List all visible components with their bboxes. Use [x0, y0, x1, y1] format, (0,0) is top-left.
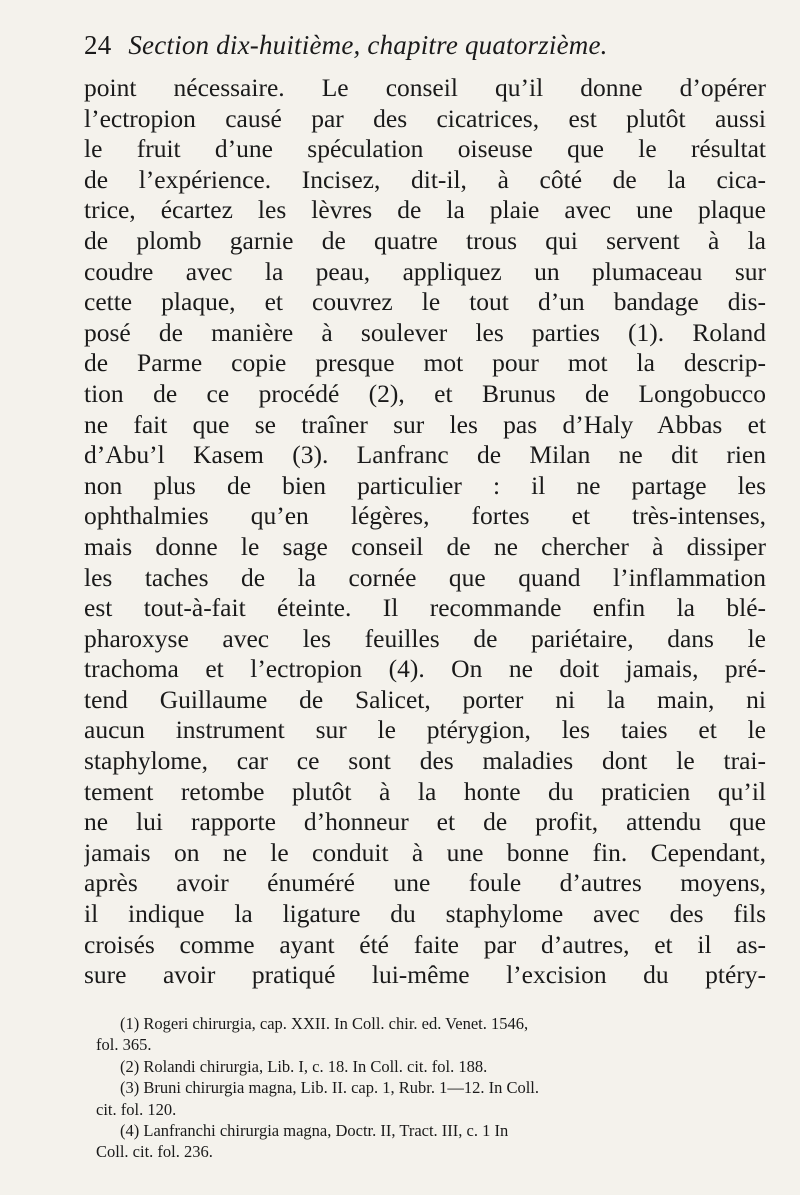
text-line: d’Abu’l Kasem (3). Lanfranc de Milan ne dit rien	[84, 440, 766, 470]
text-line: le fruit d’une spéculation oiseuse que le résultat	[84, 134, 766, 164]
text-line: point nécessaire. Le conseil qu’il donne d’opérer	[84, 73, 766, 102]
text-line: non plus de bien particulier : il ne partage les	[84, 470, 766, 500]
footnote-4: (4) Lanfranchi chirurgia magna, Doctr. II, Tract. III, c. 1 In	[120, 1120, 509, 1140]
running-header	[84, 30, 608, 61]
text-line: après avoir énuméré une foule d’autres moyens,	[84, 868, 766, 898]
text-line: posé de manière à soulever les parties (1). Roland	[84, 317, 766, 347]
footnote-1-continuation: fol. 365.	[96, 1035, 152, 1055]
text-line: l’ectropion causé par des cicatrices, est plutôt aussi	[84, 103, 766, 133]
text-line: il indique la ligature du staphylome avec des fils	[84, 899, 766, 929]
text-line: jamais on ne le conduit à une bonne fin. Cependant,	[84, 837, 766, 867]
text-line: croisés comme ayant été faite par d’autres, et il as-	[84, 929, 766, 959]
text-line: coudre avec la peau, appliquez un plumaceau sur	[84, 256, 766, 286]
text-line: ne lui rapporte d’honneur et de profit, attendu que	[84, 807, 766, 837]
footnote-1: (1) Rogeri chirurgia, cap. XXII. In Coll. chir. ed. Venet. 1546,	[120, 1014, 529, 1033]
text-line: pharoxyse avec les feuilles de pariétaire, dans le	[84, 623, 766, 653]
footnotes	[96, 1013, 766, 1163]
text-line: trice, écartez les lèvres de la plaie avec une plaque	[84, 195, 766, 225]
text-line: trachoma et l’ectropion (4). On ne doit jamais, pré-	[84, 654, 766, 684]
text-line: aucun instrument sur le ptérygion, les taies et le	[84, 715, 766, 745]
footnote-4-continuation: Coll. cit. fol. 236.	[96, 1142, 213, 1162]
text-line: est tout-à-fait éteinte. Il recommande enfin la blé-	[84, 593, 766, 623]
text-line: cette plaque, et couvrez le tout d’un bandage dis-	[84, 287, 766, 317]
footnote-3: (3) Bruni chirurgia magna, Lib. II. cap. 1, Rubr. 1—12. In Coll.	[120, 1078, 539, 1098]
text-line: sure avoir pratiqué lui-même l’excision du ptéry-	[84, 960, 766, 990]
page-number: 24	[84, 30, 112, 60]
text-line: staphylome, car ce sont des maladies dont le trai-	[84, 746, 766, 776]
text-line: les taches de la cornée que quand l’inflammation	[84, 562, 766, 592]
running-title: Section dix-huitième, chapitre quatorzième.	[128, 30, 608, 60]
footnote-3-continuation: cit. fol. 120.	[96, 1099, 177, 1119]
footnote-2: (2) Rolandi chirurgia, Lib. I, c. 18. In Coll. cit. fol. 188.	[120, 1056, 488, 1076]
text-line: ne fait que se traîner sur les pas d’Haly Abbas et	[84, 409, 766, 439]
body-text	[84, 73, 766, 991]
text-line: tement retombe plutôt à la honte du praticien qu’il	[84, 776, 766, 806]
text-line: tend Guillaume de Salicet, porter ni la main, ni	[84, 684, 766, 714]
text-line: mais donne le sage conseil de ne chercher à dissiper	[84, 531, 766, 561]
text-line: de plomb garnie de quatre trous qui servent à la	[84, 225, 766, 255]
text-line: tion de ce procédé (2), et Brunus de Longobucco	[84, 378, 766, 408]
text-line: de l’expérience. Incisez, dit-il, à côté de la cica-	[84, 164, 766, 194]
text-line: ophthalmies qu’en légères, fortes et très-intenses,	[84, 501, 766, 531]
text-line: de Parme copie presque mot pour mot la descrip-	[84, 348, 766, 378]
